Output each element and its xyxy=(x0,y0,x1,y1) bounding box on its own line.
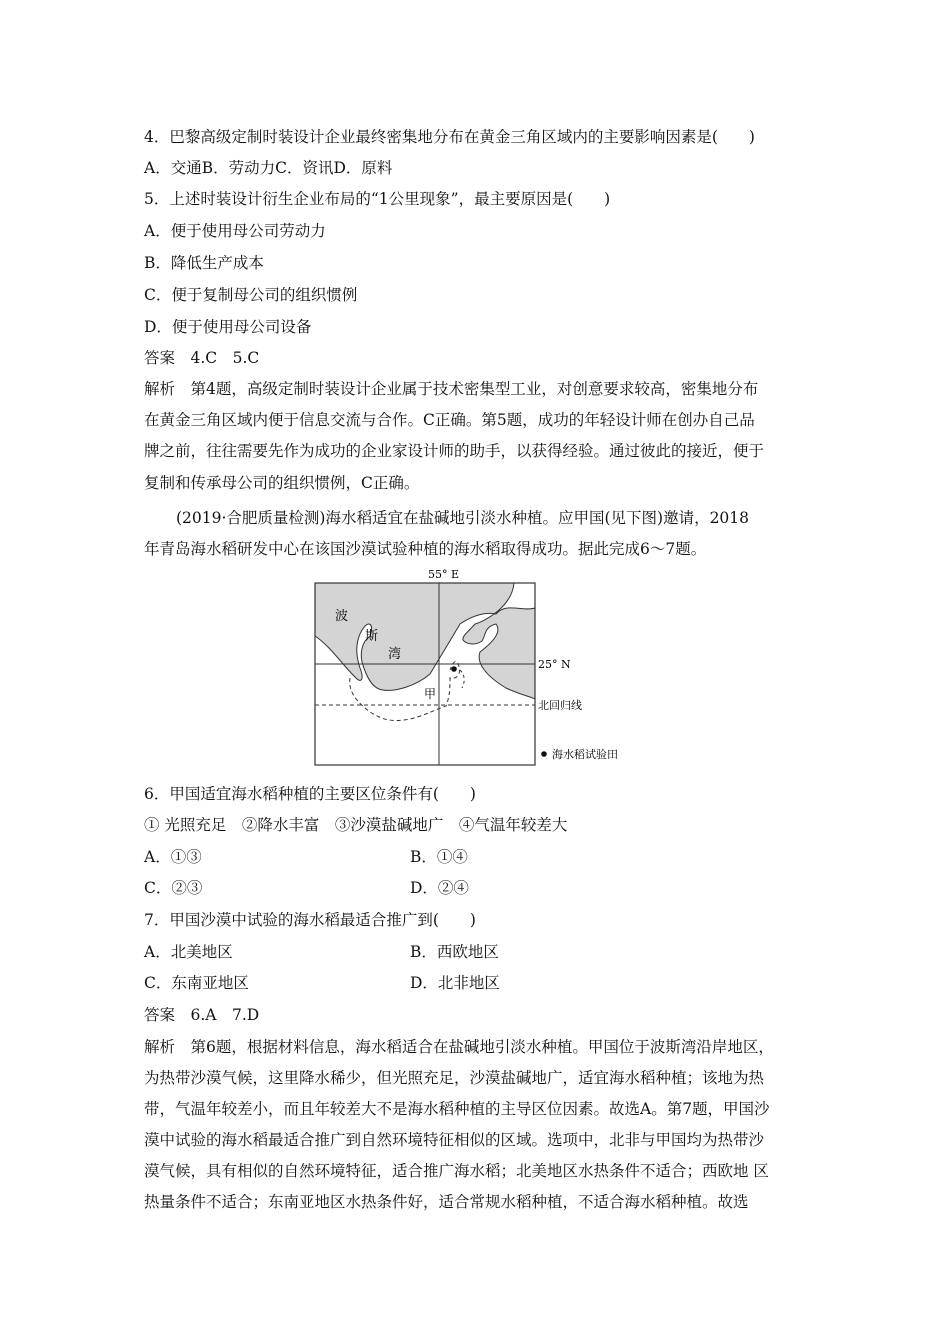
analysis-line: 漠中试验的海水稻最适合推广到自然环境特征相似的区域。选项中，北非与甲国均为热带沙 xyxy=(144,1131,765,1149)
country-border xyxy=(460,670,464,688)
analysis-line: 在黄金三角区域内便于信息交流与合作。C正确。第5题，成功的年轻设计师在创办自己品 xyxy=(144,411,755,429)
q5-option-c: C．便于复制母公司的组织惯例 xyxy=(144,286,358,304)
persian-gulf-map xyxy=(300,566,660,766)
lon-label: 55° E xyxy=(428,568,460,581)
q7-option-c: C．东南亚地区 xyxy=(144,974,249,992)
trial-field-marker xyxy=(451,666,457,672)
tropic-label: 北回归线 xyxy=(538,699,582,712)
lat-label: 25° N xyxy=(538,658,571,671)
q7-option-d: D．北非地区 xyxy=(410,974,500,992)
analysis-line: 解析 第6题，根据材料信息，海水稻适合在盐碱地引淡水种植。甲国位于波斯湾沿岸地区， xyxy=(144,1038,774,1056)
legend-label: 海水稻试验田 xyxy=(552,748,618,761)
answer-6-7: 答案 6.A 7.D xyxy=(144,1006,260,1024)
q7-option-a: A．北美地区 xyxy=(144,943,233,961)
analysis-line: 解析 第4题，高级定制时装设计企业属于技术密集型工业，对创意要求较高，密集地分布 xyxy=(144,380,759,398)
analysis-line: 复制和传承母公司的组织惯例，C正确。 xyxy=(144,474,420,492)
q4-stem: 4．巴黎高级定制时装设计企业最终密集地分布在黄金三角区域内的主要影响因素是( ) xyxy=(144,128,755,146)
q6-option-c: C．②③ xyxy=(144,879,203,897)
analysis-line: 热量条件不适合；东南亚地区水热条件好，适合常规水稻种植，不适合海水稻种植。故选 xyxy=(144,1193,749,1211)
intro-line: (2019·合肥质量检测)海水稻适宜在盐碱地引淡水种植。应甲国(见下图)邀请，2018 xyxy=(176,509,750,527)
analysis-line: 为热带沙漠气候，这里降水稀少，但光照充足，沙漠盐碱地广，适宜海水稻种植；该地为热 xyxy=(144,1069,765,1087)
q4-options: A．交通B．劳动力C．资讯D．原料 xyxy=(144,159,393,177)
analysis-line: 漠气候，具有相似的自然环境特征，适合推广海水稻；北美地区水热条件不适合；西欧地 区 xyxy=(144,1162,769,1180)
q5-option-b: B．降低生产成本 xyxy=(144,254,264,272)
q6-items: ① 光照充足 ②降水丰富 ③沙漠盐碱地广 ④气温年较差大 xyxy=(144,816,568,834)
sea-label: 湾 xyxy=(388,647,402,662)
q7-option-b: B．西欧地区 xyxy=(410,943,499,961)
q5-stem: 5．上述时装设计衍生企业布局的“1公里现象”，最主要原因是( ) xyxy=(144,190,611,208)
intro-line: 年青岛海水稻研发中心在该国沙漠试验种植的海水稻取得成功。据此完成6～7题。 xyxy=(144,540,707,558)
q6-option-a: A．①③ xyxy=(144,848,202,866)
q6-option-d: D．②④ xyxy=(410,879,469,897)
analysis-line: 牌之前，往往需要先作为成功的企业家设计师的助手，以获得经验。通过彼此的接近，便于 xyxy=(144,442,765,460)
q5-option-a: A．便于使用母公司劳动力 xyxy=(144,222,326,240)
persian-gulf-sea xyxy=(315,583,535,699)
q6-stem: 6．甲国适宜海水稻种植的主要区位条件有( ) xyxy=(144,785,476,803)
answer-4-5: 答案 4.C 5.C xyxy=(144,349,260,367)
legend-marker xyxy=(541,751,547,757)
sea-label: 斯 xyxy=(365,629,379,644)
q5-option-d: D．便于使用母公司设备 xyxy=(144,318,312,336)
sea-label: 波 xyxy=(335,609,349,624)
analysis-line: 带，气温年较差小，而且年较差大不是海水稻种植的主导区位因素。故选A。第7题，甲国沙 xyxy=(144,1100,770,1118)
q7-stem: 7．甲国沙漠中试验的海水稻最适合推广到( ) xyxy=(144,911,476,929)
q6-option-b: B．①④ xyxy=(410,848,468,866)
country-label: 甲 xyxy=(424,687,437,701)
